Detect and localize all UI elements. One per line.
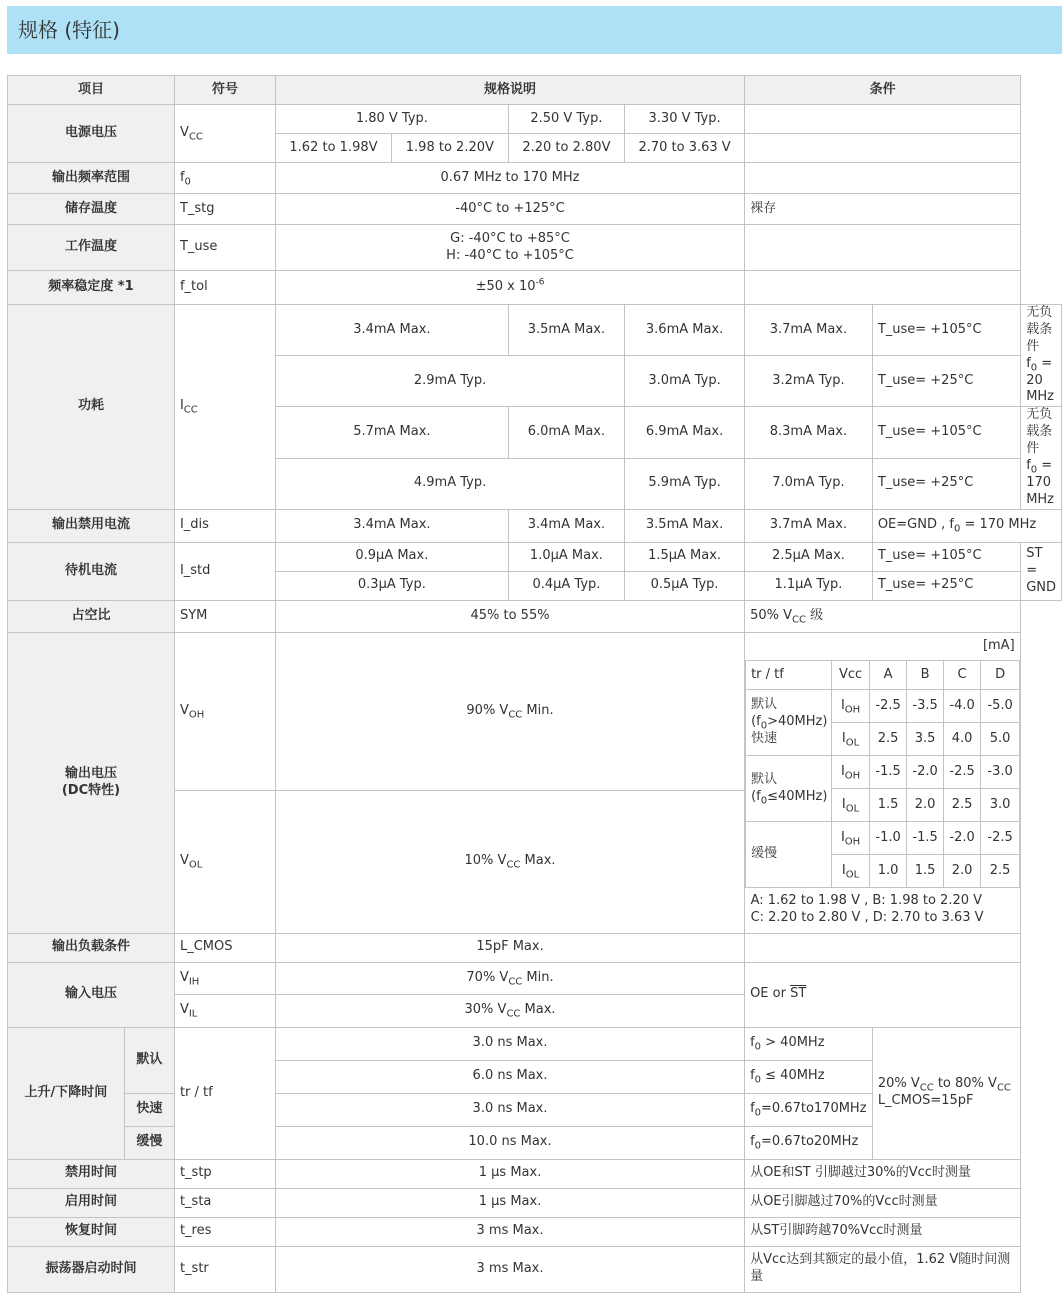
group-label: 默认 $(f_0>40MHz)$ 快速 [746,690,832,756]
value-cell: 2.5 [870,723,907,756]
table-row [8,962,1062,994]
value-cell: 2.0 [907,789,944,822]
row-label: 电源电压 [8,105,175,163]
value-cell: 3.0 [981,789,1020,822]
header-spec: 规格说明 [276,76,745,105]
spec-cell: 3.4mA Max. [276,305,509,356]
drive-current-cell [745,632,1021,933]
spec-cell: 0.67 MHz to 170 MHz [276,163,745,194]
value-cell: 1.5 [870,789,907,822]
table-row [8,105,1062,134]
cond-cell: T_use= +105°C [872,305,1020,356]
spec-cell: 0.4μA Typ. [508,571,624,600]
cond-cell [745,225,1021,271]
table-row [8,271,1062,305]
cond-cell: $f_0=0.67to170MHz$ [745,1093,873,1126]
row-label: 上升/下降时间 [8,1027,125,1159]
row-label: 占空比 [8,600,175,632]
symbol-cell: t_res [174,1217,275,1246]
ioh-label: $I_{OH}$ [832,822,870,855]
row-label: 输出频率范围 [8,163,175,194]
spec-cell: G: -40°C to +85°C H: -40°C to +105°C [276,225,745,271]
value-cell: -1.5 [907,822,944,855]
value-cell: 1.0 [870,855,907,888]
symbol-cell: I_dis [174,509,275,542]
cond-cell: 从OE引脚越过70%的Vcc时测量 [745,1188,1021,1217]
symbol-cell: SYM [174,600,275,632]
spec-cell: 6.0 ns Max. [276,1060,745,1093]
spec-cell: 3.6mA Max. [625,305,745,356]
value-cell: 2.0 [944,855,981,888]
symbol-cell: $f_0$ [174,163,275,194]
value-cell: 2.5 [981,855,1020,888]
col-header: tr / tf [746,661,832,690]
symbol-cell: I_std [174,542,275,600]
cond-cell [745,163,1021,194]
table-row [8,509,1062,542]
page-title: 规格 (特征) [7,6,1062,54]
spec-cell: 3.4mA Max. [508,509,624,542]
row-label: 待机电流 [8,542,175,600]
cond-cell: ST = GND [1021,542,1062,600]
cond-cell: OE or $\overline{ST}$ [745,962,1021,1027]
symbol-cell: T_stg [174,194,275,225]
spec-cell: 2.5μA Max. [745,542,873,571]
value-cell: 3.5 [907,723,944,756]
col-header: A [870,661,907,690]
symbol-cell: T_use [174,225,275,271]
spec-cell: 15pF Max. [276,933,745,962]
spec-cell: 2.9mA Typ. [276,356,625,407]
cond-cell: 无负载条件 $f_0 = 170$ MHz [1021,407,1062,509]
symbol-cell: $V_{OH}$ [174,632,275,790]
cond-cell: $f_0 > 40MHz$ [745,1027,873,1060]
cond-cell: $f_0 \le 40MHz$ [745,1060,873,1093]
spec-cell: 3.2mA Typ. [745,356,873,407]
row-label: 工作温度 [8,225,175,271]
spec-cell: 3.0 ns Max. [276,1027,745,1060]
row-label: 输出负载条件 [8,933,175,962]
col-header: B [907,661,944,690]
spec-cell: ±50 x $10^{-6}$ [276,271,745,305]
vcc-note: A: 1.62 to 1.98 V , B: 1.98 to 2.20 V C: 2.20 to 2.80 V , D: 2.70 to 3.63 V [746,888,1020,932]
value-cell: -3.5 [907,690,944,723]
spec-cell: 3.0 ns Max. [276,1093,745,1126]
spec-cell: -40°C to +125°C [276,194,745,225]
value-cell: -2.5 [944,756,981,789]
cond-cell: 无负载条件 $f_0 = 20$ MHz [1021,305,1062,407]
symbol-cell: tr / tf [174,1027,275,1159]
spec-cell: 6.9mA Max. [625,407,745,458]
spec-cell: 5.7mA Max. [276,407,509,458]
spec-cell: 3.4mA Max. [276,509,509,542]
spec-cell: 3.30 V Typ. [625,105,745,134]
value-cell: -5.0 [981,690,1020,723]
table-row [8,194,1062,225]
header-row [8,76,1062,105]
value-cell: 2.5 [944,789,981,822]
spec-cell: 3.0mA Typ. [625,356,745,407]
value-cell: -3.0 [981,756,1020,789]
spec-cell: 7.0mA Typ. [745,458,873,509]
spec-cell: 30% $V_{CC}$ Max. [276,994,745,1027]
spec-cell: 1.80 V Typ. [276,105,509,134]
col-header: Vcc [832,661,870,690]
spec-cell: 1.62 to 1.98V [276,134,392,163]
spec-cell: 0.9μA Max. [276,542,509,571]
symbol-cell: $V_{IL}$ [174,994,275,1027]
spec-cell: 3.7mA Max. [745,509,873,542]
spec-cell: 1.5μA Max. [625,542,745,571]
symbol-cell: $I_{CC}$ [174,305,275,510]
table-row [8,1027,1062,1060]
sub-label: 快速 [124,1093,174,1126]
value-cell: -2.0 [907,756,944,789]
iol-label: $I_{OL}$ [832,789,870,822]
row-label: 恢复时间 [8,1217,175,1246]
cond-cell: T_use= +25°C [872,458,1020,509]
cond-cell [745,134,1021,163]
cond-cell: T_use= +25°C [872,571,1020,600]
spec-cell: 3.7mA Max. [745,305,873,356]
row-label: 振荡器启动时间 [8,1246,175,1292]
spec-cell: 5.9mA Typ. [625,458,745,509]
spec-cell: 45% to 55% [276,600,745,632]
header-symbol: 符号 [174,76,275,105]
spec-cell: 4.9mA Typ. [276,458,625,509]
iol-label: $I_{OL}$ [832,855,870,888]
symbol-cell: t_str [174,1246,275,1292]
spec-cell: 90% $V_{CC}$ Min. [276,632,745,790]
spec-cell: 6.0mA Max. [508,407,624,458]
table-row [8,1159,1062,1188]
spec-cell: 1.98 to 2.20V [391,134,508,163]
spec-cell: 3.5mA Max. [625,509,745,542]
row-label: 启用时间 [8,1188,175,1217]
value-cell: -1.0 [870,822,907,855]
spec-table [7,75,1062,1293]
table-row [8,163,1062,194]
row-label: 输出禁用电流 [8,509,175,542]
value-cell: -4.0 [944,690,981,723]
spec-cell: 2.70 to 3.63 V [625,134,745,163]
group-label: 缓慢 [746,822,832,888]
col-header: D [981,661,1020,690]
group-label: 默认 $(f_0\le 40MHz)$ [746,756,832,822]
value-cell: -1.5 [870,756,907,789]
table-row [8,1188,1062,1217]
cond-cell [745,271,1021,305]
cond-cell: 裸存 [745,194,1021,225]
value-cell: 4.0 [944,723,981,756]
col-header: C [944,661,981,690]
cond-cell: 从OE和ST 引脚越过30%的Vcc时测量 [745,1159,1021,1188]
table-row [8,600,1062,632]
sub-label: 缓慢 [124,1126,174,1159]
cond-cell: T_use= +105°C [872,407,1020,458]
symbol-cell: t_stp [174,1159,275,1188]
unit-label: [mA] [746,633,1020,661]
cond-cell: 从ST引脚跨越70%Vcc时测量 [745,1217,1021,1246]
row-label: 储存温度 [8,194,175,225]
spec-cell: 1 μs Max. [276,1188,745,1217]
spec-cell: 3.5mA Max. [508,305,624,356]
ioh-label: $I_{OH}$ [832,690,870,723]
value-cell: 1.5 [907,855,944,888]
row-label: 输出电压 (DC特性) [8,632,175,933]
spec-cell: 1 μs Max. [276,1159,745,1188]
table-row [8,632,1062,790]
row-label: 功耗 [8,305,175,510]
cond-cell: T_use= +25°C [872,356,1020,407]
spec-cell: 8.3mA Max. [745,407,873,458]
spec-cell: 0.3μA Typ. [276,571,509,600]
cond-cell: OE=GND , $f_0 = 170$ MHz [872,509,1061,542]
value-cell: -2.5 [870,690,907,723]
cond-cell [745,105,1021,134]
spec-cell: 1.0μA Max. [508,542,624,571]
spec-cell: 1.1μA Typ. [745,571,873,600]
spec-cell: 3 ms Max. [276,1246,745,1292]
spec-cell: 10% $V_{CC}$ Max. [276,790,745,933]
spec-cell: 2.20 to 2.80V [508,134,624,163]
symbol-cell: f_tol [174,271,275,305]
table-row [8,225,1062,271]
symbol-cell: $V_{CC}$ [174,105,275,163]
cond-cell: 从Vcc达到其额定的最小值，1.62 V随时间测量 [745,1246,1021,1292]
row-label: 输入电压 [8,962,175,1027]
symbol-cell: $V_{IH}$ [174,962,275,994]
table-row [8,933,1062,962]
table-row [8,305,1062,356]
row-label: 禁用时间 [8,1159,175,1188]
header-item: 项目 [8,76,175,105]
drive-current-table [745,633,1020,932]
spec-cell: 10.0 ns Max. [276,1126,745,1159]
cond-cell [745,933,1021,962]
symbol-cell: L_CMOS [174,933,275,962]
cond-cell: T_use= +105°C [872,542,1020,571]
value-cell: 5.0 [981,723,1020,756]
table-row [8,542,1062,571]
value-cell: -2.0 [944,822,981,855]
cond-cell: 50% $V_{CC}$ 级 [745,600,1021,632]
table-row [8,1246,1062,1292]
iol-label: $I_{OL}$ [832,723,870,756]
sub-label: 默认 [124,1027,174,1093]
table-row [8,1217,1062,1246]
header-cond: 条件 [745,76,1021,105]
value-cell: -2.5 [981,822,1020,855]
row-label: 频率稳定度 *1 [8,271,175,305]
cond-cell: 20% $V_{CC}$ to 80% $V_{CC}$ L_CMOS=15pF [872,1027,1020,1159]
symbol-cell: $V_{OL}$ [174,790,275,933]
spec-cell: 0.5μA Typ. [625,571,745,600]
cond-cell: $f_0=0.67to20MHz$ [745,1126,873,1159]
ioh-label: $I_{OH}$ [832,756,870,789]
spec-cell: 70% $V_{CC}$ Min. [276,962,745,994]
spec-cell: 3 ms Max. [276,1217,745,1246]
spec-cell: 2.50 V Typ. [508,105,624,134]
symbol-cell: t_sta [174,1188,275,1217]
